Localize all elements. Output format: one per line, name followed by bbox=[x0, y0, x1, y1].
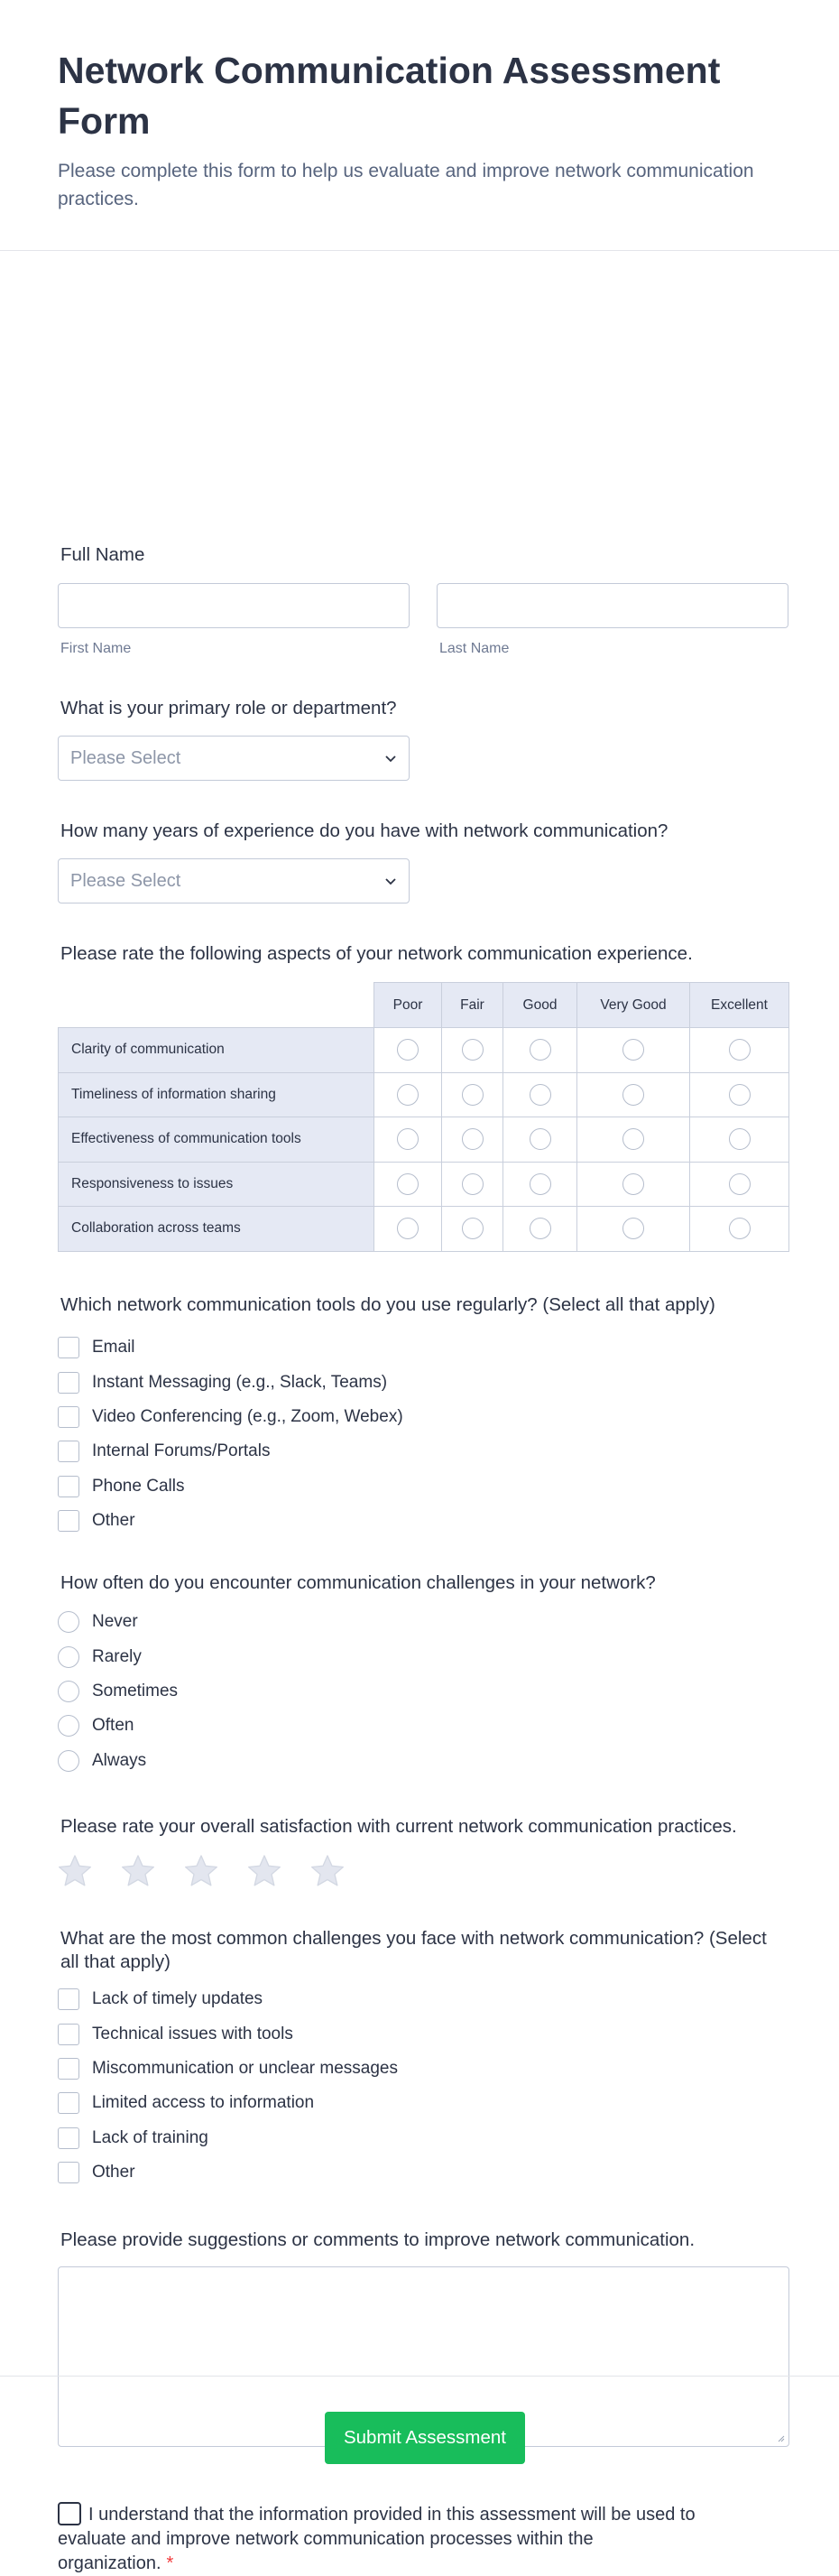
list-item bbox=[58, 1605, 178, 1639]
list-item bbox=[58, 1709, 178, 1743]
full-name-label: Full Name bbox=[60, 544, 145, 565]
option-label: Video Conferencing (e.g., Zoom, Webex) bbox=[92, 1406, 403, 1426]
radio-button[interactable] bbox=[58, 1715, 79, 1737]
challenges-checkbox-list bbox=[58, 1982, 398, 2190]
option-label: Sometimes bbox=[92, 1681, 179, 1700]
matrix-radio[interactable] bbox=[530, 1084, 551, 1106]
matrix-radio[interactable] bbox=[729, 1173, 751, 1195]
checkbox[interactable] bbox=[58, 1441, 79, 1462]
role-label: What is your primary role or department? bbox=[60, 698, 397, 718]
last-name-input[interactable] bbox=[437, 583, 788, 628]
matrix-radio[interactable] bbox=[462, 1084, 484, 1106]
matrix-radio[interactable] bbox=[622, 1218, 644, 1239]
matrix-row-label: Collaboration across teams bbox=[59, 1207, 374, 1252]
full-name-row bbox=[58, 583, 788, 657]
form-header bbox=[0, 0, 839, 251]
matrix-col-header: Fair bbox=[442, 983, 503, 1028]
page-title: Network Communication Assessment Form bbox=[58, 50, 721, 142]
matrix-radio[interactable] bbox=[462, 1218, 484, 1239]
frequency-label: How often do you encounter communication challenges in your network? bbox=[60, 1572, 656, 1593]
list-item bbox=[58, 1982, 398, 2016]
list-item bbox=[58, 1400, 403, 1434]
checkbox[interactable] bbox=[58, 2058, 79, 2080]
list-item bbox=[58, 2086, 398, 2120]
role-select-value: Please Select bbox=[70, 747, 181, 768]
matrix-radio[interactable] bbox=[397, 1084, 419, 1106]
first-name-sublabel: First Name bbox=[60, 641, 132, 656]
star-icon[interactable] bbox=[56, 1853, 94, 1889]
years-label: How many years of experience do you have with network communication? bbox=[60, 820, 668, 841]
matrix-row-label: Timeliness of information sharing bbox=[59, 1072, 374, 1117]
matrix-row bbox=[59, 1028, 789, 1073]
challenges-label: What are the most common challenges you face with network communication? (Select all that apply) bbox=[60, 1928, 767, 1972]
checkbox[interactable] bbox=[58, 1406, 79, 1428]
option-label: Internal Forums/Portals bbox=[92, 1441, 271, 1461]
matrix-row bbox=[59, 1117, 789, 1163]
matrix-radio[interactable] bbox=[622, 1128, 644, 1150]
matrix-corner bbox=[59, 983, 374, 1028]
radio-button[interactable] bbox=[58, 1750, 79, 1772]
matrix-row-label: Responsiveness to issues bbox=[59, 1162, 374, 1207]
option-label: Often bbox=[92, 1716, 134, 1736]
option-label: Phone Calls bbox=[92, 1476, 185, 1496]
satisfaction-label: Please rate your overall satisfaction with current network communication practices. bbox=[60, 1816, 737, 1837]
checkbox[interactable] bbox=[58, 2024, 79, 2045]
matrix-radio[interactable] bbox=[397, 1128, 419, 1150]
option-label: Instant Messaging (e.g., Slack, Teams) bbox=[92, 1372, 388, 1392]
radio-button[interactable] bbox=[58, 1646, 79, 1668]
matrix-col-header: Good bbox=[503, 983, 577, 1028]
page-subtitle: Please complete this form to help us evaluate and improve network communication practices. bbox=[58, 161, 754, 209]
list-item bbox=[58, 1639, 178, 1673]
star-icon[interactable] bbox=[119, 1853, 157, 1889]
option-label: Email bbox=[92, 1338, 135, 1357]
option-label: Technical issues with tools bbox=[92, 2024, 293, 2043]
matrix-label: Please rate the following aspects of your network communication experience. bbox=[60, 943, 693, 964]
submit-button[interactable]: Submit Assessment bbox=[325, 2412, 525, 2464]
role-select[interactable] bbox=[58, 736, 410, 781]
years-select-value: Please Select bbox=[70, 870, 181, 891]
list-item bbox=[58, 2121, 398, 2155]
matrix-radio[interactable] bbox=[397, 1218, 419, 1239]
consent-block bbox=[58, 2502, 707, 2576]
star-rating bbox=[56, 1853, 346, 1889]
form-footer bbox=[0, 2376, 839, 2509]
checkbox[interactable] bbox=[58, 2092, 79, 2114]
matrix-row-label: Clarity of communication bbox=[59, 1028, 374, 1073]
option-label: Lack of training bbox=[92, 2127, 208, 2147]
option-label: Miscommunication or unclear messages bbox=[92, 2058, 398, 2078]
suggestions-label: Please provide suggestions or comments to improve network communication. bbox=[60, 2229, 696, 2250]
matrix-row bbox=[59, 1207, 789, 1252]
matrix-radio[interactable] bbox=[530, 1173, 551, 1195]
list-item bbox=[58, 2155, 398, 2190]
list-item bbox=[58, 1330, 403, 1365]
option-label: Always bbox=[92, 1750, 147, 1770]
chevron-down-icon bbox=[383, 874, 398, 888]
matrix-radio[interactable] bbox=[462, 1173, 484, 1195]
rating-matrix bbox=[58, 982, 789, 1252]
first-name-input[interactable] bbox=[58, 583, 410, 628]
chevron-down-icon bbox=[383, 751, 398, 765]
matrix-radio[interactable] bbox=[622, 1039, 644, 1061]
matrix-radio[interactable] bbox=[729, 1128, 751, 1150]
frequency-radio-list bbox=[58, 1605, 178, 1778]
matrix-radio[interactable] bbox=[530, 1218, 551, 1239]
list-item bbox=[58, 1504, 403, 1538]
option-label: Lack of timely updates bbox=[92, 1989, 263, 2009]
matrix-col-header: Poor bbox=[374, 983, 442, 1028]
matrix-radio[interactable] bbox=[729, 1084, 751, 1106]
matrix-row bbox=[59, 1072, 789, 1117]
matrix-radio[interactable] bbox=[729, 1218, 751, 1239]
option-label: Never bbox=[92, 1612, 138, 1632]
matrix-radio[interactable] bbox=[462, 1128, 484, 1150]
list-item bbox=[58, 1434, 403, 1469]
checkbox[interactable] bbox=[58, 1988, 79, 2010]
years-select[interactable] bbox=[58, 858, 410, 903]
matrix-radio[interactable] bbox=[622, 1173, 644, 1195]
matrix-radio[interactable] bbox=[530, 1039, 551, 1061]
matrix-col-header: Very Good bbox=[577, 983, 690, 1028]
last-name-sublabel: Last Name bbox=[439, 641, 510, 656]
radio-button[interactable] bbox=[58, 1611, 79, 1633]
star-icon[interactable] bbox=[309, 1853, 346, 1889]
tools-label: Which network communication tools do you use regularly? (Select all that apply) bbox=[60, 1294, 715, 1315]
matrix-radio[interactable] bbox=[397, 1039, 419, 1061]
matrix-radio[interactable] bbox=[530, 1128, 551, 1150]
checkbox[interactable] bbox=[58, 1510, 79, 1532]
consent-text: I understand that the information provided in this assessment will be used to evaluate and improve network communication processes within the organization. bbox=[58, 2505, 696, 2573]
list-item bbox=[58, 1469, 403, 1504]
list-item bbox=[58, 1744, 178, 1778]
option-label: Limited access to information bbox=[92, 2093, 315, 2113]
checkbox[interactable] bbox=[58, 2162, 79, 2183]
tools-checkbox-list bbox=[58, 1330, 403, 1538]
matrix-radio[interactable] bbox=[462, 1039, 484, 1061]
star-icon[interactable] bbox=[182, 1853, 220, 1889]
checkbox[interactable] bbox=[58, 2127, 79, 2149]
radio-button[interactable] bbox=[58, 1681, 79, 1702]
option-label: Other bbox=[92, 2163, 135, 2182]
checkbox[interactable] bbox=[58, 1476, 79, 1497]
matrix-radio[interactable] bbox=[622, 1084, 644, 1106]
list-item bbox=[58, 1674, 178, 1709]
option-label: Rarely bbox=[92, 1646, 142, 1666]
matrix-col-header: Excellent bbox=[690, 983, 789, 1028]
checkbox[interactable] bbox=[58, 1337, 79, 1358]
matrix-radio[interactable] bbox=[397, 1173, 419, 1195]
list-item bbox=[58, 2052, 398, 2086]
matrix-row bbox=[59, 1162, 789, 1207]
list-item bbox=[58, 1365, 403, 1399]
required-asterisk: * bbox=[166, 2553, 174, 2573]
star-icon[interactable] bbox=[245, 1853, 283, 1889]
option-label: Other bbox=[92, 1511, 135, 1531]
matrix-radio[interactable] bbox=[729, 1039, 751, 1061]
matrix-row-label: Effectiveness of communication tools bbox=[59, 1117, 374, 1163]
list-item bbox=[58, 2016, 398, 2051]
checkbox[interactable] bbox=[58, 1372, 79, 1394]
